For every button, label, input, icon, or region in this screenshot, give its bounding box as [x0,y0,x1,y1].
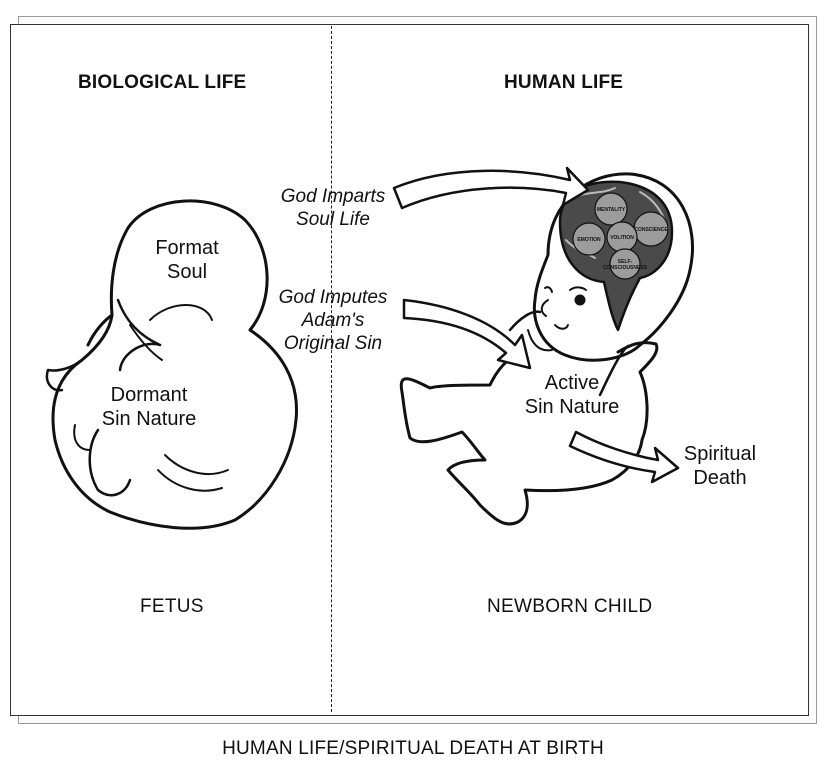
active-sin-line1: Active [544,372,600,394]
dormant-sin-label [84,383,214,431]
spiritual-death-line1: Spiritual [683,443,757,465]
human-life-heading: HUMAN LIFE [504,72,624,93]
god-imparts-line2: Soul Life [296,209,370,230]
emotion-label: EMOTION [577,237,601,243]
fetus-footer: FETUS [140,596,204,617]
spiritual-death-label [670,442,770,490]
figure-caption: HUMAN LIFE/SPIRITUAL DEATH AT BIRTH [222,738,604,759]
consciousness-label: CONSCIOUSNESS [603,265,647,271]
newborn-footer: NEWBORN CHILD [487,596,653,617]
active-sin-label [510,371,634,419]
mentality-label: MENTALITY [596,207,626,213]
god-imparts-label [258,185,408,231]
format-soul-label [132,236,242,284]
god-imputes-label [258,286,408,355]
impart-arrow [394,168,588,208]
format-soul-line1: Format [155,237,219,259]
volition-label: VOLITION [610,235,634,241]
god-imputes-line2: Adam's [301,310,365,331]
dormant-sin-line1: Dormant [110,384,188,406]
impute-arrow [404,300,530,368]
god-imparts-line1: God Imparts [280,186,386,207]
dormant-sin-line2: Sin Nature [101,408,197,430]
format-soul-line2: Soul [166,261,208,283]
self-label: SELF- [617,259,633,265]
death-arrow [570,432,678,482]
god-imputes-line3: Original Sin [283,333,383,354]
active-sin-line2: Sin Nature [524,396,620,418]
god-imputes-line1: God Imputes [278,287,388,308]
spiritual-death-line2: Death [693,467,747,489]
biological-life-heading: BIOLOGICAL LIFE [78,72,247,93]
conscience-label: CONSCIENCE [634,227,668,233]
